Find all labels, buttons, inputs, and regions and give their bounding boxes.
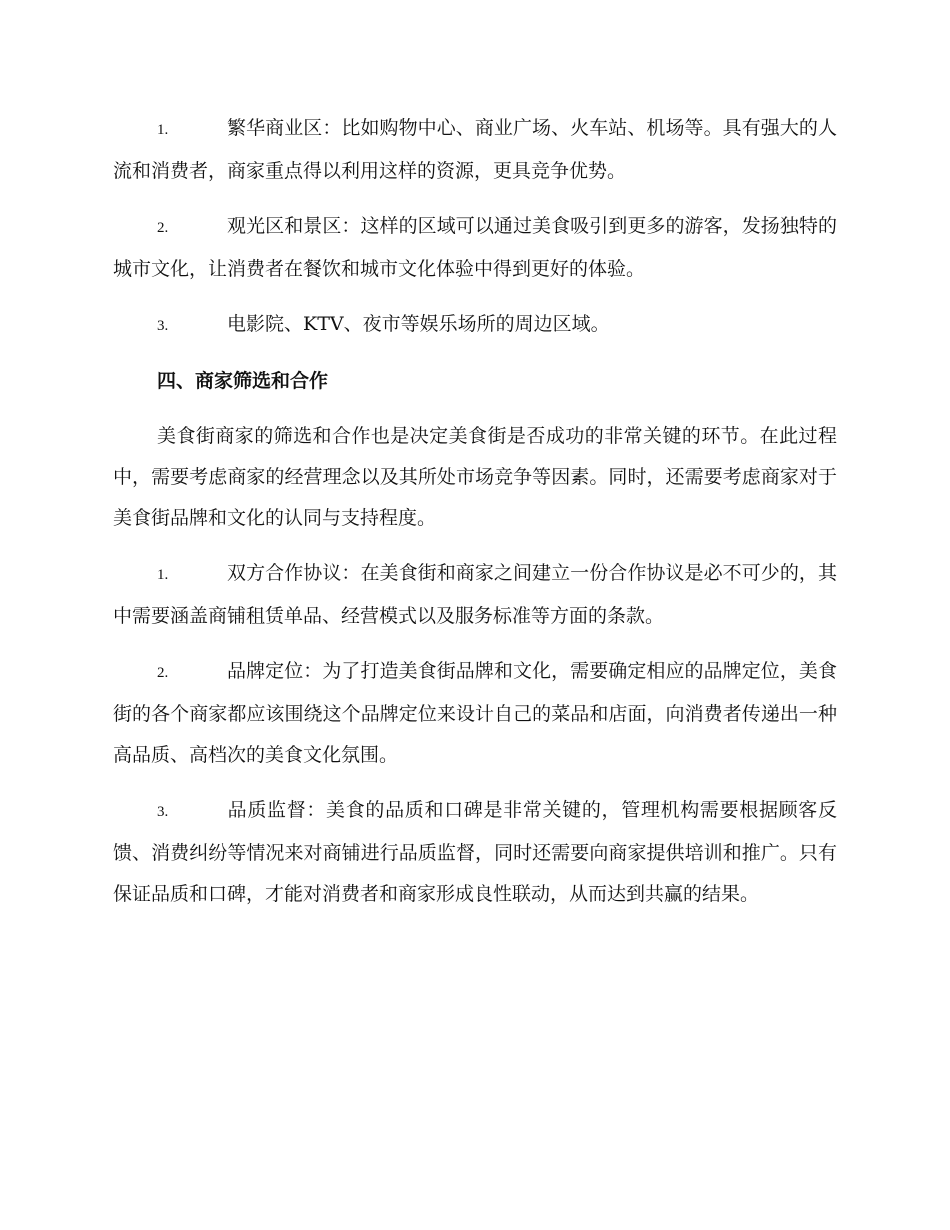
list-item-a1 [113,108,837,192]
list-item-a2 [113,206,837,290]
list-number: 1. [157,122,169,138]
list-number: 3. [157,804,169,820]
section-heading: 四、商家筛选和合作 [157,370,329,392]
list-text: 双方合作协议：在美食街和商家之间建立一份合作协议是必不可少的，其中需要涵盖商铺租赁单品、经营模式以及服务标准等方面的条款。 [113,562,837,627]
document-page [113,108,837,929]
list-text: 观光区和景区：这样的区域可以通过美食吸引到更多的游客，发扬独特的城市文化，让消费者在餐饮和城市文化体验中得到更好的体验。 [113,215,837,280]
list-number: 2. [157,220,169,236]
list-number: 1. [157,567,169,583]
list-text: 电影院、KTV、夜市等娱乐场所的周边区域。 [227,313,610,335]
list-item-a3 [113,304,837,347]
list-text: 品牌定位：为了打造美食街品牌和文化，需要确定相应的品牌定位，美食街的各个商家都应该围绕这个品牌定位来设计自己的菜品和店面，向消费者传递出一种高品质、高档次的美食文化氛围。 [113,660,837,766]
list-item-b1 [113,553,837,637]
list-item-b3 [113,790,837,915]
list-text: 品质监督：美食的品质和口碑是非常关键的，管理机构需要根据顾客反馈、消费纠纷等情况来对商铺进行品质监督，同时还需要向商家提供培训和推广。只有保证品质和口碑，才能对消费者和商家形成良性联动，从而达到共赢的结果。 [113,799,837,905]
list-text: 繁华商业区：比如购物中心、商业广场、火车站、机场等。具有强大的人流和消费者，商家重点得以利用这样的资源，更具竞争优势。 [113,117,837,182]
list-number: 3. [157,318,169,334]
section-intro-paragraph: 美食街商家的筛选和合作也是决定美食街是否成功的非常关键的环节。在此过程中，需要考虑商家的经营理念以及其所处市场竞争等因素。同时，还需要考虑商家对于美食街品牌和文化的认同与支持程度。 [113,425,837,529]
list-item-b2 [113,651,837,776]
list-number: 2. [157,665,169,681]
